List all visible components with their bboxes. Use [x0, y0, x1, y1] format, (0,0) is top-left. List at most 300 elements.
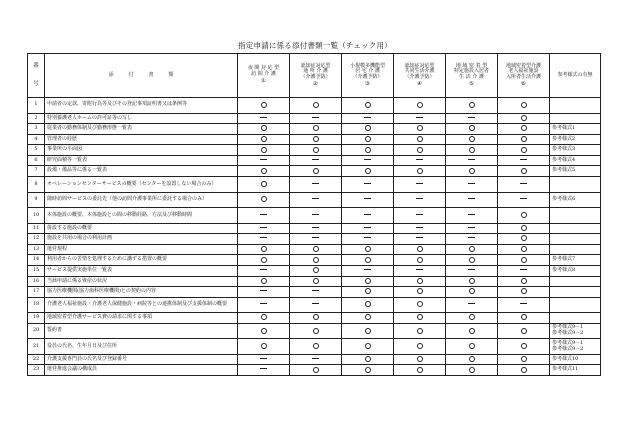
not-applicable-mark: [290, 354, 342, 365]
row-number: 7: [28, 166, 45, 177]
not-applicable-mark: [394, 223, 446, 234]
dash-icon: [520, 183, 527, 184]
dash-icon: [312, 159, 319, 160]
circle-icon: [261, 181, 267, 187]
dash-icon: [416, 214, 423, 215]
circle-icon: [313, 257, 319, 263]
required-mark: [394, 145, 446, 156]
circle-icon: [521, 125, 527, 131]
required-mark: [238, 192, 290, 208]
required-mark: [290, 365, 342, 376]
circle-icon: [261, 343, 267, 349]
dash-icon: [260, 358, 267, 359]
required-mark: [342, 166, 394, 177]
required-mark: [498, 134, 550, 145]
reference-form: [550, 223, 601, 234]
circle-icon: [417, 343, 423, 349]
not-applicable-mark: [446, 223, 498, 234]
not-applicable-mark: [446, 297, 498, 313]
circle-icon: [365, 314, 371, 320]
required-mark: [290, 255, 342, 266]
required-mark: [290, 244, 342, 255]
header-row: [28, 54, 601, 98]
not-applicable-mark: [238, 208, 290, 224]
required-mark: [342, 276, 394, 287]
not-applicable-mark: [342, 234, 394, 245]
document-name: 申請者の定款、寄附行為等及びその登記事項証明書又は条例等: [45, 98, 238, 114]
table-row: [28, 297, 601, 313]
circle-icon: [521, 225, 527, 231]
circle-icon: [417, 147, 423, 153]
circle-icon: [521, 343, 527, 349]
dash-icon: [260, 117, 267, 118]
required-mark: [342, 339, 394, 355]
required-mark: [290, 313, 342, 324]
not-applicable-mark: [238, 287, 290, 298]
required-mark: [238, 134, 290, 145]
table-row: [28, 177, 601, 193]
reference-form: 参考様式11: [550, 365, 601, 376]
not-applicable-mark: [238, 265, 290, 276]
circle-icon: [521, 246, 527, 252]
required-mark: [394, 255, 446, 266]
document-name: 役員の氏名、生年月日及び住所: [45, 339, 238, 355]
circle-icon: [417, 102, 423, 108]
required-mark: [290, 276, 342, 287]
table-row: [28, 134, 601, 145]
dash-icon: [416, 159, 423, 160]
circle-icon: [261, 257, 267, 263]
document-name: 設備・備品等に係る一覧表: [45, 166, 238, 177]
required-mark: [238, 323, 290, 339]
required-mark: [446, 323, 498, 339]
circle-icon: [365, 288, 371, 294]
document-name: 従業者の勤務体制及び勤務形態一覧表: [45, 124, 238, 135]
dash-icon: [364, 227, 371, 228]
required-mark: [446, 98, 498, 114]
document-name: 利用者からの苦情を処理するために講ずる措置の概要: [45, 255, 238, 266]
dash-icon: [260, 303, 267, 304]
required-mark: [342, 354, 394, 365]
circle-icon: [313, 367, 319, 373]
required-mark: [498, 98, 550, 114]
document-name: 誓約書: [45, 323, 238, 339]
table-row: [28, 145, 601, 156]
row-number: 3: [28, 124, 45, 135]
table-row: [28, 354, 601, 365]
table-row: [28, 313, 601, 324]
not-applicable-mark: [238, 354, 290, 365]
dash-icon: [468, 159, 475, 160]
table-row: [28, 244, 601, 255]
required-mark: [290, 134, 342, 145]
dash-icon: [416, 227, 423, 228]
not-applicable-mark: [290, 287, 342, 298]
dash-icon: [468, 198, 475, 199]
required-mark: [498, 145, 550, 156]
required-mark: [394, 276, 446, 287]
document-name: 運営推進会議の構成員: [45, 365, 238, 376]
dash-icon: [312, 358, 319, 359]
circle-icon: [261, 125, 267, 131]
header-service-5: 地 域 密 着 型 特定施設入居者 生 活 介 護 ⑤: [446, 54, 498, 98]
document-name: 特別養護老人ホームの許可証等の写し: [45, 113, 238, 124]
reference-form: [550, 177, 601, 193]
document-name: オペレーションセンターサービスの概要（センターを設置しない場合のみ）: [45, 177, 238, 193]
table-row: [28, 255, 601, 266]
not-applicable-mark: [498, 192, 550, 208]
required-mark: [446, 244, 498, 255]
table-row: [28, 339, 601, 355]
circle-icon: [469, 288, 475, 294]
circle-icon: [521, 115, 527, 121]
circle-icon: [469, 125, 475, 131]
row-number: 14: [28, 255, 45, 266]
not-applicable-mark: [394, 265, 446, 276]
circle-icon: [469, 102, 475, 108]
row-number: 15: [28, 265, 45, 276]
circle-icon: [469, 328, 475, 334]
required-mark: [394, 297, 446, 313]
dash-icon: [260, 227, 267, 228]
circle-icon: [261, 102, 267, 108]
required-mark: [342, 134, 394, 145]
header-service-6: 地域密着型介護 老人福祉施設 入所者生活介護 ⑥: [498, 54, 550, 98]
attachment-checklist-table: [27, 53, 601, 376]
circle-icon: [469, 168, 475, 174]
dash-icon: [520, 159, 527, 160]
reference-form: [550, 98, 601, 114]
row-number: 10: [28, 208, 45, 224]
required-mark: [238, 177, 290, 193]
table-row: [28, 98, 601, 114]
circle-icon: [521, 257, 527, 263]
not-applicable-mark: [446, 234, 498, 245]
required-mark: [238, 255, 290, 266]
not-applicable-mark: [342, 208, 394, 224]
reference-form: [550, 287, 601, 298]
not-applicable-mark: [342, 177, 394, 193]
dash-icon: [416, 237, 423, 238]
circle-icon: [521, 235, 527, 241]
table-row: [28, 192, 601, 208]
circle-icon: [365, 125, 371, 131]
row-number: 17: [28, 287, 45, 298]
circle-icon: [521, 102, 527, 108]
row-number: 4: [28, 134, 45, 145]
circle-icon: [469, 257, 475, 263]
not-applicable-mark: [498, 297, 550, 313]
dash-icon: [416, 183, 423, 184]
circle-icon: [365, 367, 371, 373]
required-mark: [342, 124, 394, 135]
circle-icon: [521, 147, 527, 153]
not-applicable-mark: [238, 113, 290, 124]
required-mark: [342, 297, 394, 313]
dash-icon: [312, 198, 319, 199]
header-number: 番 号: [28, 54, 45, 98]
not-applicable-mark: [394, 234, 446, 245]
table-row: [28, 223, 601, 234]
dash-icon: [312, 117, 319, 118]
header-service-2: 認知症対応型 通 所 介 護 （介護予防） ②: [290, 54, 342, 98]
table-row: [28, 287, 601, 298]
required-mark: [498, 208, 550, 224]
not-applicable-mark: [290, 177, 342, 193]
required-mark: [394, 354, 446, 365]
circle-icon: [469, 246, 475, 252]
circle-icon: [313, 278, 319, 284]
required-mark: [394, 166, 446, 177]
reference-form: 参考様式7: [550, 255, 601, 266]
not-applicable-mark: [394, 113, 446, 124]
dash-icon: [468, 227, 475, 228]
circle-icon: [417, 246, 423, 252]
table-row: [28, 323, 601, 339]
row-number: 12: [28, 234, 45, 245]
required-mark: [446, 166, 498, 177]
reference-form: 参考様式1: [550, 124, 601, 135]
required-mark: [290, 166, 342, 177]
dash-icon: [416, 117, 423, 118]
not-applicable-mark: [342, 223, 394, 234]
required-mark: [446, 276, 498, 287]
not-applicable-mark: [342, 113, 394, 124]
not-applicable-mark: [238, 234, 290, 245]
not-applicable-mark: [498, 155, 550, 166]
required-mark: [446, 287, 498, 298]
dash-icon: [260, 290, 267, 291]
circle-icon: [365, 278, 371, 284]
dash-icon: [364, 214, 371, 215]
not-applicable-mark: [342, 155, 394, 166]
circle-icon: [313, 168, 319, 174]
required-mark: [342, 98, 394, 114]
table-row: [28, 113, 601, 124]
required-mark: [498, 113, 550, 124]
dash-icon: [468, 303, 475, 304]
document-name: 介護支援専門員の氏名及び登録番号: [45, 354, 238, 365]
not-applicable-mark: [446, 113, 498, 124]
required-mark: [342, 145, 394, 156]
required-mark: [498, 323, 550, 339]
reference-form: [550, 244, 601, 255]
not-applicable-mark: [290, 208, 342, 224]
reference-form: [550, 208, 601, 224]
circle-icon: [521, 367, 527, 373]
required-mark: [446, 255, 498, 266]
circle-icon: [261, 136, 267, 142]
row-number: 11: [28, 223, 45, 234]
circle-icon: [417, 136, 423, 142]
circle-icon: [469, 367, 475, 373]
required-mark: [446, 313, 498, 324]
not-applicable-mark: [238, 155, 290, 166]
dash-icon: [520, 198, 527, 199]
required-mark: [498, 166, 550, 177]
circle-icon: [261, 168, 267, 174]
dash-icon: [364, 117, 371, 118]
circle-icon: [469, 136, 475, 142]
required-mark: [446, 134, 498, 145]
document-name: 施設を共用の場合の利用計画: [45, 234, 238, 245]
circle-icon: [417, 257, 423, 263]
header-reference-form: 参考様式の有無: [550, 54, 601, 98]
not-applicable-mark: [290, 223, 342, 234]
row-number: 19: [28, 313, 45, 324]
dash-icon: [468, 269, 475, 270]
not-applicable-mark: [446, 155, 498, 166]
document-name: 研究面積等一覧表: [45, 155, 238, 166]
not-applicable-mark: [498, 177, 550, 193]
required-mark: [238, 166, 290, 177]
required-mark: [394, 365, 446, 376]
circle-icon: [261, 196, 267, 202]
document-name: 事業所の平面図: [45, 145, 238, 156]
circle-icon: [313, 125, 319, 131]
required-mark: [342, 323, 394, 339]
row-number: 13: [28, 244, 45, 255]
table-row: [28, 166, 601, 177]
circle-icon: [521, 278, 527, 284]
row-number: 23: [28, 365, 45, 376]
document-name: 併設する施設の概要: [45, 223, 238, 234]
required-mark: [498, 354, 550, 365]
dash-icon: [260, 269, 267, 270]
reference-form: 参考様式10: [550, 354, 601, 365]
required-mark: [342, 244, 394, 255]
required-mark: [446, 145, 498, 156]
circle-icon: [469, 314, 475, 320]
circle-icon: [469, 356, 475, 362]
dash-icon: [260, 214, 267, 215]
dash-icon: [312, 183, 319, 184]
reference-form: 参考様式3: [550, 145, 601, 156]
document-name: 運営規程: [45, 244, 238, 255]
required-mark: [498, 255, 550, 266]
required-mark: [394, 244, 446, 255]
required-mark: [238, 98, 290, 114]
required-mark: [238, 124, 290, 135]
not-applicable-mark: [394, 155, 446, 166]
dash-icon: [364, 198, 371, 199]
circle-icon: [365, 246, 371, 252]
row-number: 20: [28, 323, 45, 339]
reference-form: 参考様式4: [550, 155, 601, 166]
not-applicable-mark: [446, 177, 498, 193]
reference-form: 参考様式8: [550, 265, 601, 276]
circle-icon: [521, 168, 527, 174]
circle-icon: [521, 212, 527, 218]
required-mark: [342, 313, 394, 324]
table-row: [28, 265, 601, 276]
not-applicable-mark: [446, 208, 498, 224]
header-service-3: 小規模多機能型 居 宅 介 護 （介護予防） ③: [342, 54, 394, 98]
header-service-4: 認知症対応型 共同生活介護 （介護予防） ④: [394, 54, 446, 98]
circle-icon: [261, 328, 267, 334]
circle-icon: [365, 168, 371, 174]
document-name: 本体施設の概要、本体施設との間の移動経路、方法及び移動時間: [45, 208, 238, 224]
row-number: 9: [28, 192, 45, 208]
circle-icon: [417, 314, 423, 320]
row-number: 8: [28, 177, 45, 193]
dash-icon: [312, 237, 319, 238]
dash-icon: [520, 303, 527, 304]
required-mark: [238, 145, 290, 156]
required-mark: [394, 98, 446, 114]
reference-form: [550, 113, 601, 124]
circle-icon: [521, 328, 527, 334]
circle-icon: [261, 147, 267, 153]
required-mark: [290, 323, 342, 339]
table-row: [28, 234, 601, 245]
circle-icon: [313, 246, 319, 252]
required-mark: [290, 124, 342, 135]
row-number: 2: [28, 113, 45, 124]
dash-icon: [312, 290, 319, 291]
document-name: 介護老人福祉施設・介護老人保健施設・病院等との連携体制及び支援体制の概要: [45, 297, 238, 313]
document-name: 協力医療機関(協力歯科医療機関)との契約の内容: [45, 287, 238, 298]
circle-icon: [521, 356, 527, 362]
required-mark: [290, 98, 342, 114]
circle-icon: [261, 246, 267, 252]
dash-icon: [260, 368, 267, 369]
required-mark: [290, 339, 342, 355]
reference-form: 参考様式5: [550, 166, 601, 177]
dash-icon: [312, 214, 319, 215]
required-mark: [394, 339, 446, 355]
circle-icon: [469, 278, 475, 284]
circle-icon: [261, 278, 267, 284]
circle-icon: [365, 343, 371, 349]
required-mark: [446, 124, 498, 135]
circle-icon: [417, 125, 423, 131]
circle-icon: [313, 267, 319, 273]
circle-icon: [313, 314, 319, 320]
circle-icon: [365, 257, 371, 263]
circle-icon: [417, 288, 423, 294]
circle-icon: [469, 147, 475, 153]
circle-icon: [365, 356, 371, 362]
required-mark: [238, 244, 290, 255]
row-number: 1: [28, 98, 45, 114]
circle-icon: [521, 136, 527, 142]
page-title: 指定申請に係る添付書類一覧（チェック用）: [238, 41, 392, 50]
dash-icon: [468, 183, 475, 184]
required-mark: [342, 255, 394, 266]
circle-icon: [261, 314, 267, 320]
not-applicable-mark: [290, 155, 342, 166]
table-row: [28, 124, 601, 135]
reference-form: 参考様式9－1 参考様式9－2: [550, 339, 601, 355]
required-mark: [446, 354, 498, 365]
required-mark: [238, 276, 290, 287]
header-document: 添 付 書 類: [45, 54, 238, 98]
dash-icon: [312, 303, 319, 304]
dash-icon: [416, 269, 423, 270]
required-mark: [290, 265, 342, 276]
row-number: 5: [28, 145, 45, 156]
circle-icon: [365, 136, 371, 142]
not-applicable-mark: [498, 265, 550, 276]
required-mark: [238, 313, 290, 324]
circle-icon: [313, 102, 319, 108]
circle-icon: [417, 301, 423, 307]
required-mark: [394, 323, 446, 339]
required-mark: [446, 365, 498, 376]
circle-icon: [417, 356, 423, 362]
reference-form: [550, 234, 601, 245]
